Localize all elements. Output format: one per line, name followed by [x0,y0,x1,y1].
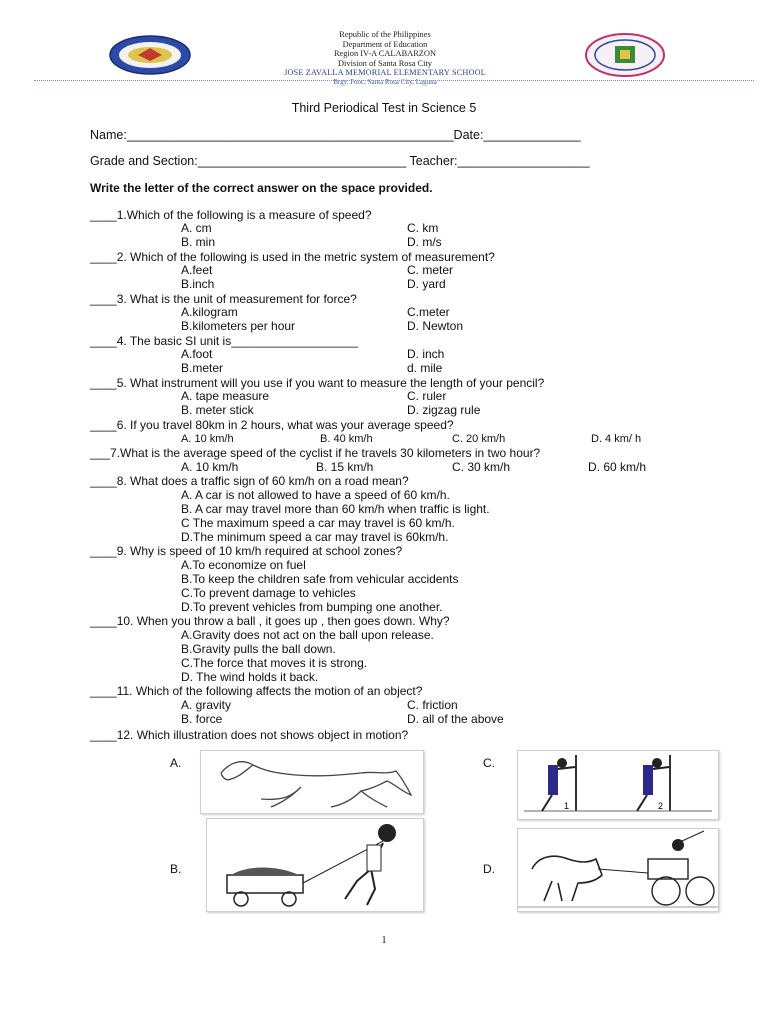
header-school-name: JOSE ZAVALLA MEMORIAL ELEMENTARY SCHOOL [284,68,486,77]
pushing-wall-illustration [517,750,719,820]
header-republic: Republic of the Philippines [339,30,431,39]
q7-option-b: B. 15 km/h [316,460,374,474]
q1-option-d: D. m/s [407,235,442,249]
q5-option-d: D. zigzag rule [407,403,481,417]
question-11: ____11. Which of the following affects the motion of an object? [90,684,423,698]
q10-option-b: B.Gravity pulls the ball down. [181,642,336,656]
q11-option-c: C. friction [407,698,458,712]
child-pulling-wagon-icon [207,819,423,911]
question-12: ____12. Which illustration does not shows object in motion? [90,728,409,742]
q9-option-c: C.To prevent damage to vehicles [181,586,356,600]
question-8: ____8. What does a traffic sign of 60 km/h on a road mean? [90,474,409,488]
picture-label-b: B. [170,862,182,876]
q10-option-c: C.The force that moves it is strong. [181,656,368,670]
q1-option-a: A. cm [181,221,212,235]
horse-carriage-icon [518,829,718,911]
q9-option-a: A.To economize on fuel [181,558,306,572]
header-school-address: Brgy. Pooc, Santa Rosa City, Laguna [333,77,437,86]
question-3: ____3. What is the unit of measurement for force? [90,292,357,306]
header-division: Division of Santa Rosa City [338,58,432,68]
q11-option-a: A. gravity [181,698,232,712]
q6-option-c: C. 20 km/h [452,433,506,445]
page-number: 1 [381,935,387,946]
q9-option-b: B.To keep the children safe from vehicular accidents [181,572,459,586]
q8-option-b: B. A car may travel more than 60 km/h when traffic is light. [181,502,490,516]
q4-option-b: B.meter [181,361,224,375]
school-seal-icon [584,32,666,78]
question-10: ____10. When you throw a ball , it goes up , then goes down. Why? [90,614,450,628]
q10-option-a: A.Gravity does not act on the ball upon release. [181,628,434,642]
q7-option-d: D. 60 km/h [588,460,647,474]
header-divider [34,80,754,81]
person-pushing-wall-icon [518,751,718,819]
q8-option-a: A. A car is not allowed to have a speed of 60 km/h. [181,488,450,502]
q10-option-d: D. The wind holds it back. [181,670,319,684]
svg-text:1: 1 [564,801,570,811]
q3-option-a: A.kilogram [181,305,238,319]
horse-icon [201,751,423,813]
picture-label-c: C. [483,756,495,770]
q3-option-d: D. Newton [407,319,464,333]
header-region: Region IV-A CALABARZON [333,49,437,58]
q9-option-d: D.To prevent vehicles from bumping one another. [181,600,443,614]
question-6: ____6. If you travel 80km in 2 hours, what was your average speed? [90,418,454,432]
header-department: Department of Education [342,39,428,49]
horse-illustration [200,750,424,814]
q2-option-a: A.feet [181,263,213,277]
letterhead [0,0,768,84]
q4-option-d: d. mile [407,361,443,375]
q3-option-c: C.meter [407,305,450,319]
q2-option-c: C. meter [407,263,454,277]
q3-option-b: B.kilometers per hour [181,319,296,333]
q5-option-b: B. meter stick [181,403,254,417]
q6-option-d: D. 4 km/ h [591,433,642,445]
q5-option-c: C. ruler [407,389,447,403]
picture-label-a: A. [170,756,182,770]
deped-seal-icon [108,34,192,76]
q11-option-d: D. all of the above [407,712,504,726]
q11-option-b: B. force [181,712,223,726]
question-1: ____1.Which of the following is a measure of speed? [90,208,372,222]
letterhead-text [250,30,520,87]
name-date-field[interactable]: Name:_______________________________________________Date:______________ [90,128,581,142]
question-4: ____4. The basic SI unit is___________________ [90,334,359,348]
q1-option-c: C. km [407,221,439,235]
test-title: Third Periodical Test in Science 5 [291,101,477,115]
horse-carriage-illustration [517,828,719,912]
q6-option-b: B. 40 km/h [320,433,373,445]
q4-option-c: D. inch [407,347,445,361]
question-5: ____5. What instrument will you use if you want to measure the length of your pencil? [90,376,545,390]
q5-option-a: A. tape measure [181,389,270,403]
instructions: Write the letter of the correct answer on the space provided. [90,181,433,195]
q2-option-b: B.inch [181,277,215,291]
q2-option-d: D. yard [407,277,446,291]
question-7: ___7.What is the average speed of the cyclist if he travels 30 kilometers in two hour? [90,446,541,460]
svg-text:2: 2 [658,801,664,811]
q6-option-a: A. 10 km/h [181,433,234,445]
wagon-illustration [206,818,424,912]
question-2: ____2. Which of the following is used in the metric system of measurement? [90,250,495,264]
q8-option-d: D.The minimum speed a car may travel is 60km/h. [181,530,449,544]
q7-option-c: C. 30 km/h [452,460,511,474]
q1-option-b: B. min [181,235,216,249]
grade-teacher-field[interactable]: Grade and Section:______________________________ Teacher:___________________ [90,154,590,168]
q7-option-a: A. 10 km/h [181,460,239,474]
picture-label-d: D. [483,862,495,876]
q8-option-c: C The maximum speed a car may travel is 60 km/h. [181,516,455,530]
question-9: ____9. Why is speed of 10 km/h required at school zones? [90,544,403,558]
q4-option-a: A.foot [181,347,213,361]
